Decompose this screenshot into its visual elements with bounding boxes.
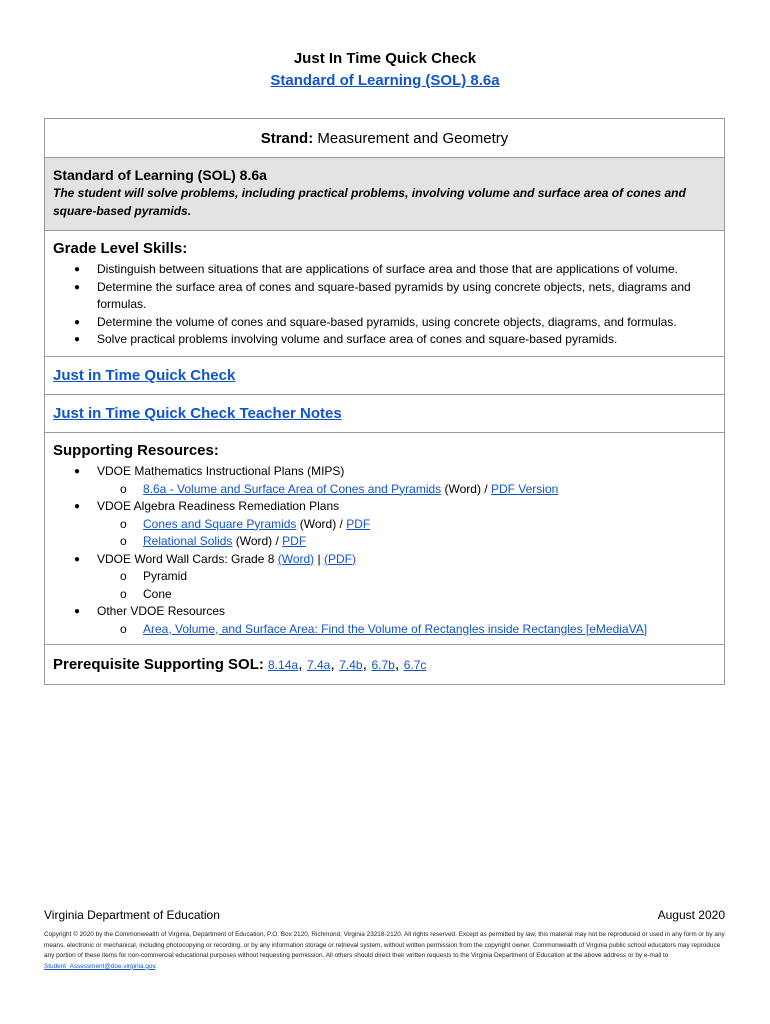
resource-other: [53, 603, 716, 638]
wordwall-item: o Pyramid: [97, 568, 716, 586]
emediava-link[interactable]: Area, Volume, and Surface Area: Find the Volume of Rectangles inside Rectangles [eMediaVA]: [143, 621, 648, 636]
mips-plan-link[interactable]: 8.6a - Volume and Surface Area of Cones and Pyramids: [143, 481, 442, 496]
wordwall-separator: |: [314, 551, 324, 566]
arrp-item: [97, 516, 716, 534]
sol-description: The student will solve problems, including practical problems, involving volume and surface area of cones and square-based pyramids.: [53, 186, 686, 218]
prereq-row: [45, 645, 724, 684]
resources-heading: Supporting Resources:: [53, 442, 219, 459]
sol-link[interactable]: Standard of Learning (SOL) 8.6a: [270, 72, 500, 89]
footer-line: [44, 906, 725, 924]
wordwall-pdf-link[interactable]: (PDF): [323, 551, 356, 566]
strand-value: Measurement and Geometry: [313, 130, 509, 147]
mips-sublist: [97, 481, 716, 499]
other-item: [97, 621, 716, 639]
sol-heading: Standard of Learning (SOL) 8.6a: [53, 167, 267, 183]
resource-mips: [53, 463, 716, 498]
wordwall-sublist: [97, 568, 716, 603]
prereq-separator: ,: [394, 656, 404, 673]
prereq-heading: Prerequisite Supporting SOL:: [53, 656, 269, 673]
other-label: Other VDOE Resources: [97, 604, 226, 618]
prereq-separator: ,: [298, 656, 307, 673]
skills-row: [45, 231, 724, 357]
solids-word-text: (Word) /: [232, 534, 283, 548]
quick-check-link[interactable]: Just in Time Quick Check: [53, 367, 236, 384]
resource-wordwall: [53, 551, 716, 604]
copyright-end: .: [155, 962, 157, 970]
prereq-sol-link[interactable]: 7.4a: [306, 658, 331, 672]
prereq-sol-link[interactable]: 7.4b: [339, 658, 363, 672]
sol-table: [44, 118, 725, 685]
skill-item: ● Solve practical problems involving volume and surface area of cones and square-based pyramids.: [53, 331, 716, 349]
footer-org: Virginia Department of Education: [44, 908, 220, 922]
prereq-sol-link[interactable]: 6.7c: [403, 658, 427, 672]
resources-list: [53, 463, 716, 638]
skills-list: [53, 261, 716, 349]
prereq-separator: ,: [362, 656, 372, 673]
strand-label: Strand:: [260, 130, 314, 147]
copyright-text: Copyright © 2020 by the Commonwealth of Virginia, Department of Education, P.O. Box 2120, Richmond, Virginia 23218-2120. All rights reserved. Except as permitted by law, this material may not be reproduced or used in any form or by any means, electronic or mechanical, including photocopying or recording, or by any information storage or retrieval system, without written permission from the copyright owner. Commonwealth of Virginia public school educators may reproduce any portion of these items for non-commercial educational purposes without requesting permission. All others should direct their written requests to the Virginia Department of Education at the above address or by e-mail to: [44, 931, 725, 960]
solids-pdf-link[interactable]: PDF: [282, 534, 307, 548]
mips-item: [97, 481, 716, 499]
prereq-separator: ,: [330, 656, 340, 673]
mips-label: VDOE Mathematics Instructional Plans (MIPS): [97, 464, 345, 478]
skill-item: ● Determine the volume of cones and square-based pyramids, using concrete objects, diagrams, and formulas.: [53, 314, 716, 332]
arrp-sublist: [97, 516, 716, 551]
resources-row: [45, 433, 724, 645]
document-title: Just In Time Quick Check: [293, 50, 477, 67]
copyright-notice: [44, 930, 725, 972]
arrp-label: VDOE Algebra Readiness Remediation Plans: [97, 499, 340, 513]
strand-row: [45, 119, 724, 158]
document-header: [0, 48, 770, 92]
teacher-notes-link[interactable]: Just in Time Quick Check Teacher Notes: [53, 405, 342, 422]
wordwall-label: VDOE Word Wall Cards: Grade 8: [97, 551, 278, 566]
other-sublist: [97, 621, 716, 639]
sol-row: [45, 158, 724, 231]
prereq-sol-link[interactable]: 6.7b: [371, 658, 395, 672]
skill-item: ● Determine the surface area of cones and square-based pyramids by using concrete objects, nets, diagrams and formulas.: [53, 279, 716, 314]
quick-check-row: [45, 357, 724, 395]
wordwall-item: o Cone: [97, 586, 716, 604]
email-link[interactable]: Student_Assessment@doe.virginia.gov: [44, 962, 156, 970]
cones-word-text: (Word) /: [296, 516, 347, 531]
arrp-item: [97, 533, 716, 551]
skills-heading: Grade Level Skills:: [53, 240, 188, 257]
footer-date: August 2020: [657, 908, 725, 922]
cones-pdf-link[interactable]: PDF: [346, 516, 371, 531]
prereq-sol-link[interactable]: 8.14a: [268, 658, 299, 672]
cones-pyramids-link[interactable]: Cones and Square Pyramids: [143, 516, 297, 531]
resource-arrp: [53, 498, 716, 551]
relational-solids-link[interactable]: Relational Solids: [143, 534, 233, 548]
mips-pdf-link[interactable]: PDF Version: [490, 481, 559, 496]
teacher-notes-row: [45, 395, 724, 433]
skill-item: ● Distinguish between situations that are applications of surface area and those that are applications of volume.: [53, 261, 716, 279]
wordwall-word-link[interactable]: (Word): [277, 551, 315, 566]
mips-word-text: (Word) /: [441, 481, 491, 496]
page-footer: [44, 906, 725, 972]
